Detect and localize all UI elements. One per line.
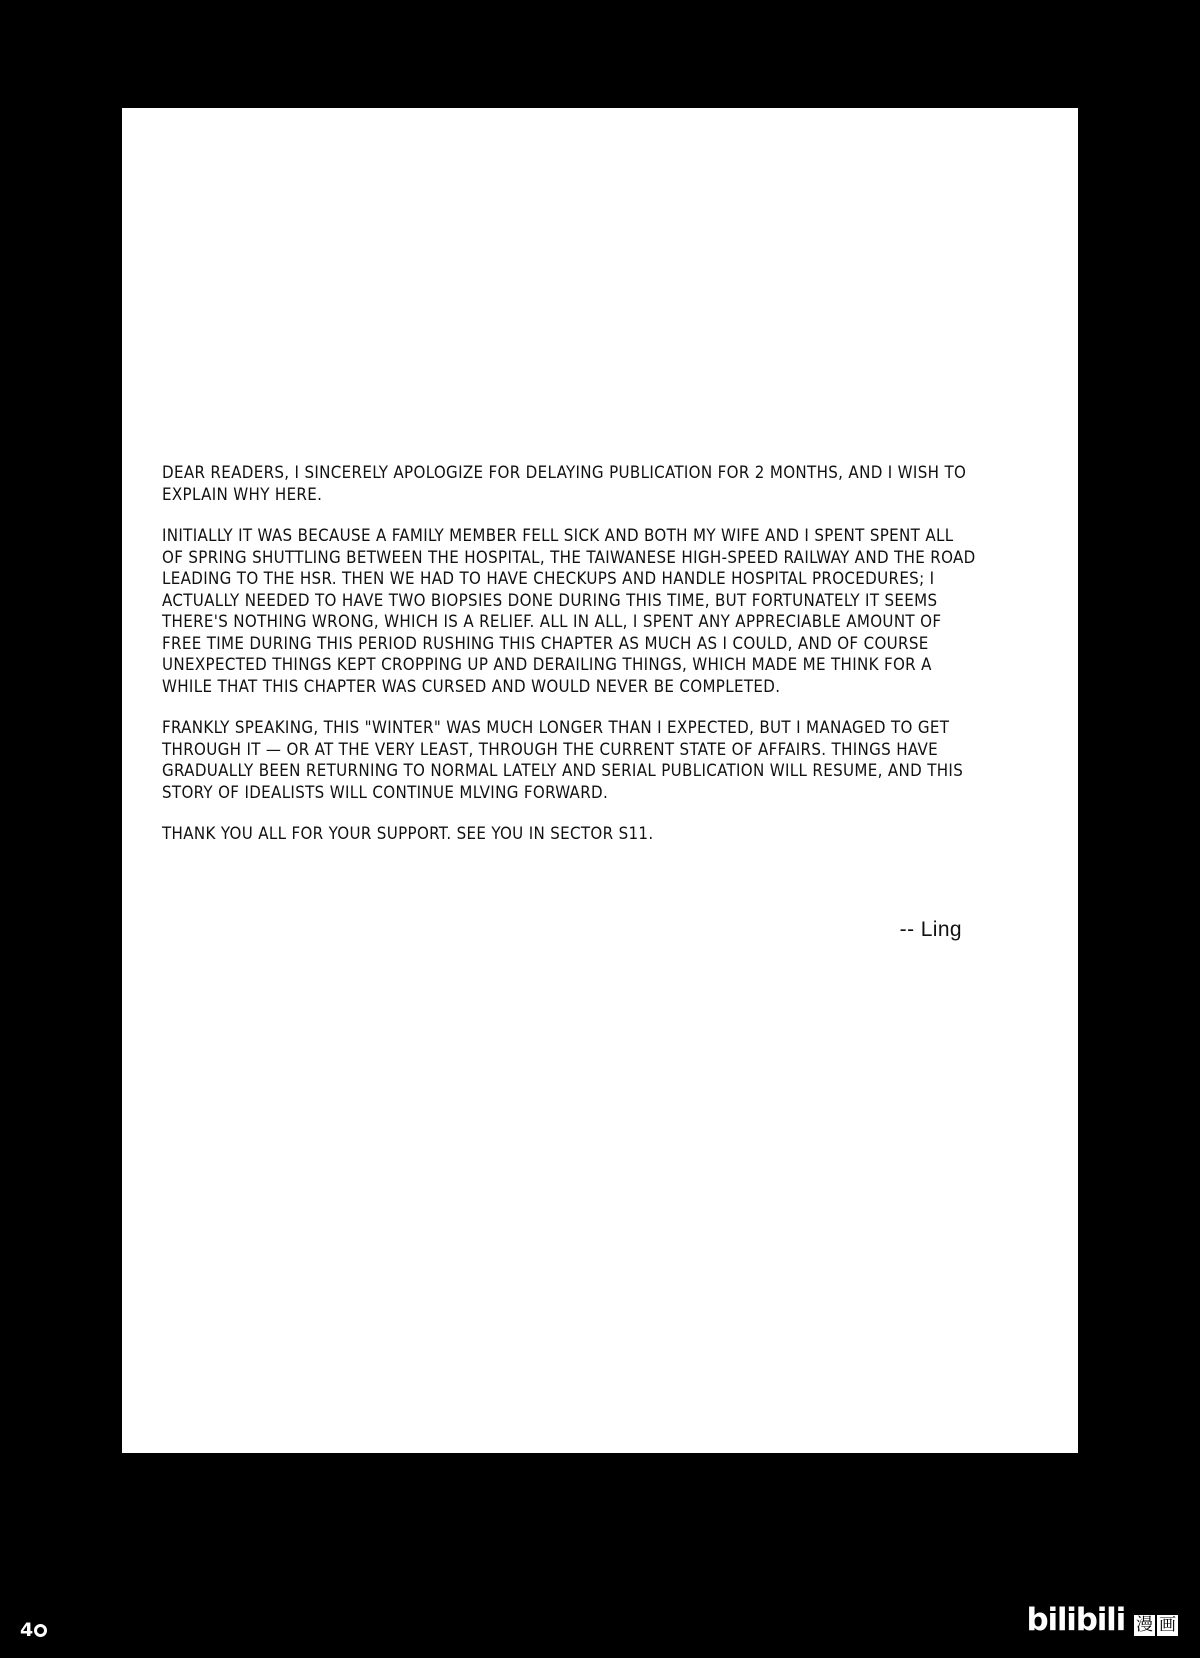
badge-char-hua: 画 — [1159, 1615, 1176, 1635]
letter-paragraph-1: DEAR READERS, I SINCERELY APOLOGIZE FOR DELAYING PUBLICATION FOR 2 MONTHS, AND I WISH TO EXPLAIN WHY HERE. — [162, 463, 967, 505]
bilibili-wordmark: bilibili — [1026, 1602, 1125, 1638]
letter-paragraph-2: INITIALLY IT WAS BECAUSE A FAMILY MEMBER FELL SICK AND BOTH MY WIFE AND I SPENT SPENT ALL OF SPRING SHUTTLING BETWEEN THE HOSPITAL, THE TAIWANESE HIGH-SPEED RAILWAY AND THE ROAD LEADING TO THE HSR. THEN WE HAD TO HAVE CHECKUPS AND HANDLE HOSPITAL PROCEDURES; I ACTUALLY NEEDED TO HAVE TWO BIOPSIES DONE DURING THIS TIME, BUT FORTUNATELY IT SEEMS THERE'S NOTHING WRONG, WHICH IS A RELIEF. ALL IN ALL, I SPENT ANY APPRECIABLE AMOUNT OF FREE TIME DURING THIS PERIOD RUSHING THIS CHAPTER AS MUCH AS I COULD, AND OF COURSE UNEXPECTED THINGS KEPT CROPPING UP AND DERAILING THINGS, WHICH MADE ME THINK FOR A WHILE THAT THIS CHAPTER WAS CURSED AND WOULD NEVER BE COMPLETED. — [162, 526, 976, 697]
letter-signature: -- Ling — [899, 918, 962, 941]
letter-paragraph-3: FRANKLY SPEAKING, THIS "WINTER" WAS MUCH LONGER THAN I EXPECTED, BUT I MANAGED TO GET THROUGH IT — OR AT THE VERY LEAST, THROUGH THE CURRENT STATE OF AFFAIRS. THINGS HAVE GRADUALLY BEEN RETURNING TO NORMAL LATELY AND SERIAL PUBLICATION WILL RESUME, AND THIS STORY OF IDEALISTS WILL CONTINUE MLVING FORWARD. — [162, 718, 964, 803]
comic-page-sheet — [122, 108, 1078, 1453]
letter-paragraph-4: THANK YOU ALL FOR YOUR SUPPORT. SEE YOU IN SECTOR S11. — [162, 824, 654, 844]
bilibili-watermark — [1026, 1602, 1178, 1638]
bilibili-manga-badge — [1134, 1615, 1178, 1636]
page-number-dot-icon — [34, 1624, 47, 1637]
page-number-value: 4 — [20, 1619, 33, 1641]
badge-char-manga: 漫 — [1136, 1615, 1153, 1635]
afterword-letter — [162, 463, 1002, 846]
page-number — [20, 1621, 47, 1640]
